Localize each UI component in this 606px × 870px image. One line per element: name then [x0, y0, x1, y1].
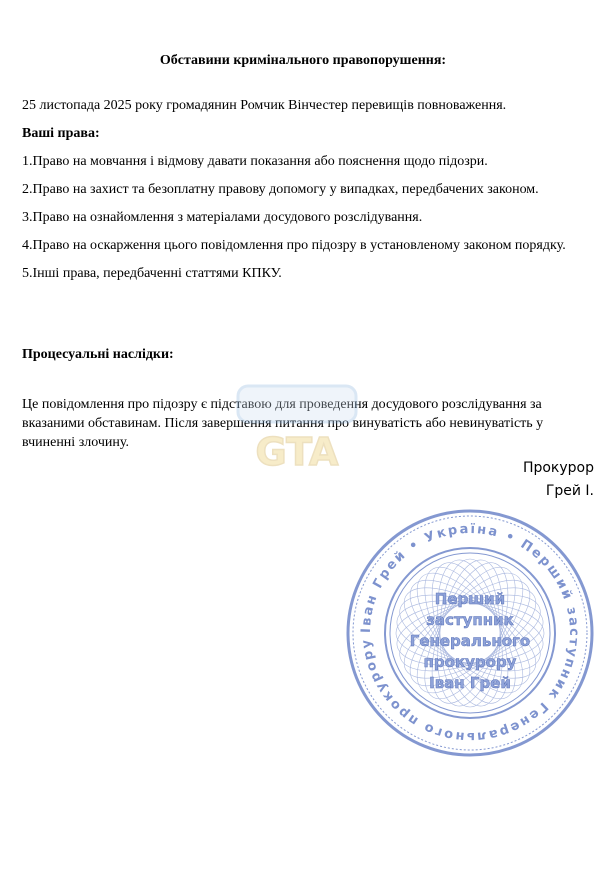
signature-name: Грей І. [545, 483, 594, 499]
stamp-center-line: Генерального [409, 632, 531, 650]
stamp-center-line: прокурору [423, 653, 517, 671]
stamp-center-line: Іван Грей [429, 674, 511, 692]
official-stamp [345, 508, 595, 758]
stamp-center-line: заступник [426, 611, 514, 629]
consequences-heading: Процесуальні наслідки: [22, 347, 174, 362]
rights-heading: Ваші права: [22, 126, 100, 141]
watermark-text: GTA [255, 430, 339, 474]
consequences-text: Це повідомлення про підозру є підставою для проведення досудового розслідування за вказаними обставинам. Після завершення питання про винуватість або невинуватість у вчиненні злочину. [22, 397, 544, 450]
rights-item: 5.Інші права, передбаченні статтями КПКУ. [22, 266, 282, 281]
rights-item: 2.Право на захист та безоплатну правову допомогу у випадках, передбачених законом. [22, 182, 539, 197]
rights-item: 4.Право на оскарження цього повідомлення про підозру в установленому законом порядку. [22, 238, 566, 253]
rights-item: 1.Право на мовчання і відмову давати показання або пояснення щодо підозри. [22, 154, 488, 169]
stamp-center-line: Перший [434, 590, 506, 608]
rights-item: 3.Право на ознайомлення з матеріалами досудового розслідування. [22, 210, 423, 225]
circumstance-text: 25 листопада 2025 року громадянин Ромчик Вінчестер перевищів повноваження. [22, 98, 507, 113]
signature-position: Прокурор [522, 460, 594, 476]
document-title: Обставини кримінального правопорушення: [159, 53, 447, 68]
stamp-outer-text: Іван Грей • Україна • Перший заступник Генерального прокурору [358, 521, 582, 745]
